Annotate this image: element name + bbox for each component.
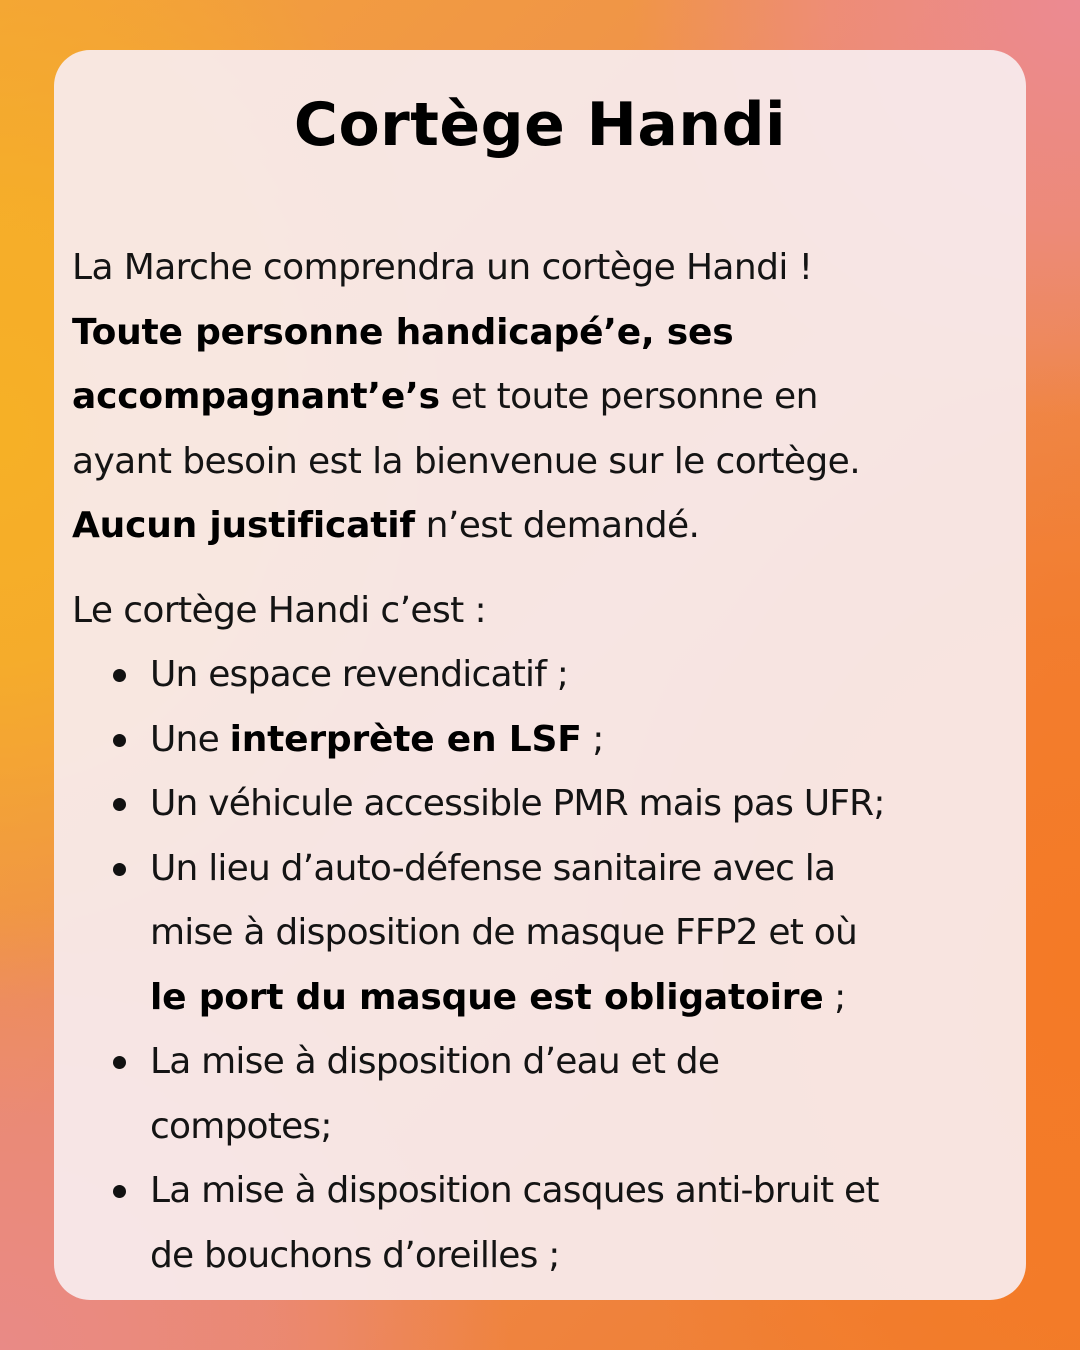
list-item-line-2: mise à disposition de masque FFP2 et où (150, 912, 857, 953)
list-item-line-1: Un lieu d’auto-défense sanitaire avec la (150, 847, 836, 889)
list-item (150, 708, 1008, 773)
bullet-icon (113, 1056, 126, 1069)
list-item (150, 643, 1008, 708)
list-item-line-1: La mise à disposition d’eau et de (150, 1041, 720, 1082)
bullet-icon (113, 798, 126, 811)
list-heading: Le cortège Handi c’est : (72, 589, 487, 631)
intro-line-3-text: et toute personne en (439, 376, 818, 417)
list-item-text: Un espace revendicatif ; (150, 654, 569, 695)
list-item (150, 772, 1008, 837)
list-item-text: Un véhicule accessible PMR mais pas UFR; (150, 783, 885, 824)
list-item-bold-lsf: interprète en LSF (229, 718, 582, 760)
bullet-icon (113, 1185, 126, 1198)
intro-line-3 (72, 365, 1008, 430)
list-item-text-a: Une (150, 718, 230, 760)
list-item-text (150, 708, 1008, 773)
intro-line-5-text: n’est demandé. (414, 505, 700, 546)
bullet-icon (113, 863, 126, 876)
intro-bold-everyone: Toute personne handicapé’e, ses (72, 311, 734, 353)
list-item (150, 1030, 1008, 1159)
intro-paragraph (72, 236, 1008, 559)
list-item-line-1: La mise à disposition casques anti-bruit et (150, 1170, 879, 1211)
list-item-line-2: compotes; (150, 1105, 332, 1147)
intro-line-4: ayant besoin est la bienvenue sur le cortège. (72, 440, 861, 482)
intro-line-1: La Marche comprendra un cortège Handi ! (72, 247, 813, 288)
info-card (54, 50, 1026, 1300)
list-item-bold-mask: le port du masque est obligatoire (150, 976, 824, 1018)
page-title: Cortège Handi (293, 90, 787, 160)
list-item-line-3 (150, 966, 1008, 1031)
intro-bold-companions: accompagnant’e’s (72, 376, 440, 417)
list-item-line-2: de bouchons d’oreilles ; (150, 1234, 560, 1276)
intro-line-2 (72, 301, 1008, 366)
intro-line-5 (72, 494, 1008, 559)
list-item-text-b: ; (581, 718, 604, 760)
intro-bold-no-proof: Aucun justificatif (72, 505, 415, 546)
bullet-icon (113, 734, 126, 747)
bullet-icon (113, 669, 126, 682)
list-item-line-3-text: ; (823, 976, 846, 1018)
features-list (72, 643, 1008, 1288)
list-item (150, 837, 1008, 1031)
list-item (150, 1159, 1008, 1288)
